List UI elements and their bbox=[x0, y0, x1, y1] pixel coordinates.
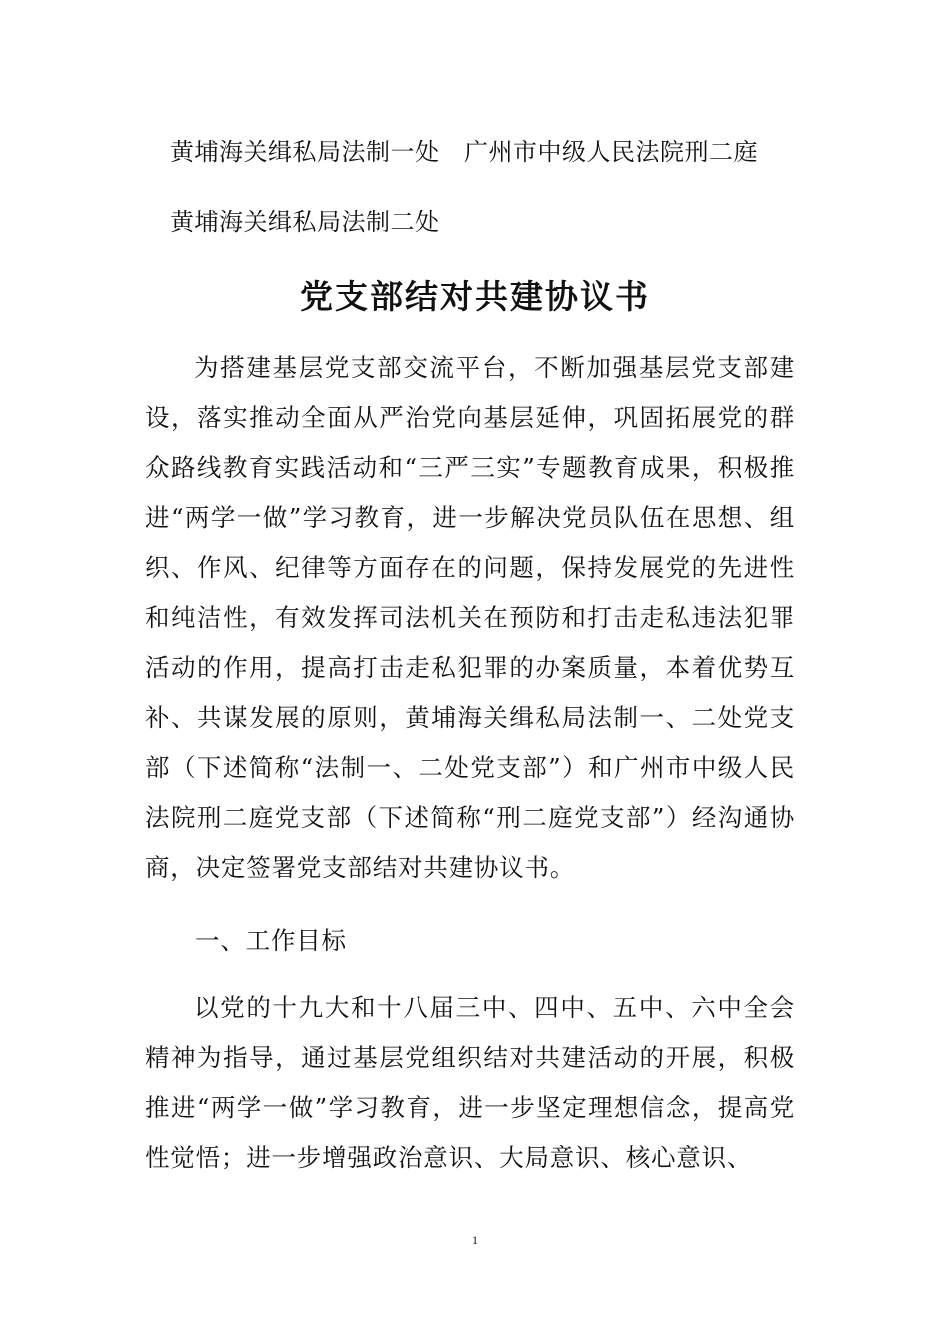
header-line-1: 黄埔海关缉私局法制一处 广州市中级人民法院刑二庭 bbox=[170, 138, 758, 166]
header-line-2: 黄埔海关缉私局法制二处 bbox=[170, 208, 440, 236]
body-paragraph-2: 以党的十九大和十八届三中、四中、五中、六中全会精神为指导，通过基层党组织结对共建活动的开展，积极推进“两学一做”学习教育，进一步坚定理想信念，提高党性觉悟；进一步增强政治意识、大局意识、核心意识、 bbox=[145, 993, 795, 1172]
page-number: 1 bbox=[472, 1233, 478, 1247]
document-title: 党支部结对共建协议书 bbox=[300, 277, 650, 316]
body-paragraph-1: 为搭建基层党支部交流平台，不断加强基层党支部建设，落实推动全面从严治党向基层延伸，巩固拓展党的群众路线教育实践活动和“三严三实”专题教育成果，积极推进“两学一做”学习教育，进一步解决党员队伍在思想、组织、作风、纪律等方面存在的问题，保持发展党的先进性和纯洁性，有效发挥司法机关在预防和打击走私违法犯罪活动的作用，提高打击走私犯罪的办案质量，本着优势互补、共谋发展的原则，黄埔海关缉私局法制一、二处党支部（下述简称“法制一、二处党支部”）和广州市中级人民法院刑二庭党支部（下述简称“刑二庭党支部”）经沟通协商，决定签署党支部结对共建协议书。 bbox=[145, 353, 795, 882]
section-heading-1: 一、工作目标 bbox=[195, 926, 347, 955]
